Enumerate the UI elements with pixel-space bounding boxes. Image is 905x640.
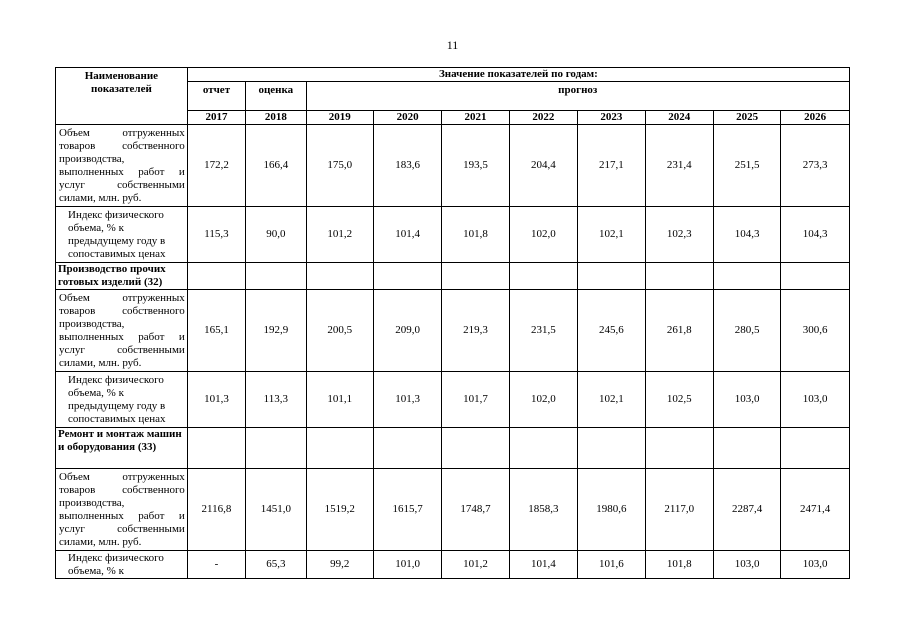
year-header: 2023 — [578, 111, 645, 125]
table-row — [56, 207, 850, 263]
year-header: 2017 — [187, 111, 245, 125]
header-values-title: Значение показателей по годам: — [187, 68, 849, 82]
value-cell: 102,5 — [645, 372, 713, 428]
empty-cell — [509, 263, 577, 290]
table-row — [56, 469, 850, 551]
value-cell: 245,6 — [578, 290, 645, 372]
table-row — [56, 125, 850, 207]
value-cell: 102,1 — [578, 207, 645, 263]
value-cell: 101,8 — [442, 207, 509, 263]
value-cell: 101,6 — [578, 551, 645, 579]
section-title: Производство прочих готовых изделий (32) — [56, 263, 188, 290]
value-cell: 102,0 — [509, 207, 577, 263]
value-cell: 175,0 — [306, 125, 373, 207]
value-cell: 115,3 — [187, 207, 245, 263]
empty-cell — [578, 428, 645, 469]
empty-cell — [442, 263, 509, 290]
value-cell: - — [187, 551, 245, 579]
value-cell: 231,5 — [509, 290, 577, 372]
year-header: 2026 — [781, 111, 850, 125]
header-name: Наименование показателей — [56, 68, 188, 125]
row-label: Объем отгруженных товаров собственного производства, выполненных работ и услуг собственными силами, млн. руб. — [56, 125, 188, 207]
value-cell: 166,4 — [246, 125, 306, 207]
header-report: отчет — [187, 82, 245, 111]
value-cell: 280,5 — [713, 290, 780, 372]
header-estimate: оценка — [246, 82, 306, 111]
value-cell: 104,3 — [713, 207, 780, 263]
value-cell: 1615,7 — [373, 469, 441, 551]
value-cell: 209,0 — [373, 290, 441, 372]
value-cell: 200,5 — [306, 290, 373, 372]
value-cell: 101,1 — [306, 372, 373, 428]
empty-cell — [645, 428, 713, 469]
section-row — [56, 263, 850, 290]
value-cell: 1451,0 — [246, 469, 306, 551]
empty-cell — [306, 263, 373, 290]
value-cell: 101,7 — [442, 372, 509, 428]
value-cell: 101,0 — [373, 551, 441, 579]
year-header: 2018 — [246, 111, 306, 125]
value-cell: 261,8 — [645, 290, 713, 372]
row-label: Индекс физического объема, % к предыдущему году в сопоставимых ценах — [56, 207, 188, 263]
value-cell: 192,9 — [246, 290, 306, 372]
empty-cell — [187, 428, 245, 469]
empty-cell — [645, 263, 713, 290]
value-cell: 104,3 — [781, 207, 850, 263]
value-cell: 101,3 — [373, 372, 441, 428]
value-cell: 231,4 — [645, 125, 713, 207]
header-forecast: прогноз — [306, 82, 850, 111]
value-cell: 183,6 — [373, 125, 441, 207]
empty-cell — [187, 263, 245, 290]
value-cell: 90,0 — [246, 207, 306, 263]
value-cell: 101,2 — [442, 551, 509, 579]
value-cell: 101,4 — [509, 551, 577, 579]
year-header: 2019 — [306, 111, 373, 125]
empty-cell — [442, 428, 509, 469]
value-cell: 101,3 — [187, 372, 245, 428]
empty-cell — [578, 263, 645, 290]
value-cell: 217,1 — [578, 125, 645, 207]
empty-cell — [246, 263, 306, 290]
value-cell: 65,3 — [246, 551, 306, 579]
empty-cell — [373, 263, 441, 290]
empty-cell — [713, 263, 780, 290]
value-cell: 102,0 — [509, 372, 577, 428]
value-cell: 1980,6 — [578, 469, 645, 551]
value-cell: 2471,4 — [781, 469, 850, 551]
section-row — [56, 428, 850, 469]
table-row — [56, 290, 850, 372]
value-cell: 103,0 — [713, 372, 780, 428]
value-cell: 1858,3 — [509, 469, 577, 551]
value-cell: 102,3 — [645, 207, 713, 263]
value-cell: 101,4 — [373, 207, 441, 263]
year-header: 2021 — [442, 111, 509, 125]
value-cell: 251,5 — [713, 125, 780, 207]
value-cell: 204,4 — [509, 125, 577, 207]
row-label: Индекс физического объема, % к — [56, 551, 188, 579]
value-cell: 99,2 — [306, 551, 373, 579]
value-cell: 1519,2 — [306, 469, 373, 551]
page-number: 11 — [446, 38, 459, 52]
value-cell: 165,1 — [187, 290, 245, 372]
value-cell: 102,1 — [578, 372, 645, 428]
empty-cell — [373, 428, 441, 469]
indicators-table — [55, 67, 850, 579]
section-title: Ремонт и монтаж машин и оборудования (33) — [56, 428, 188, 469]
value-cell: 113,3 — [246, 372, 306, 428]
year-header: 2024 — [645, 111, 713, 125]
value-cell: 101,2 — [306, 207, 373, 263]
empty-cell — [781, 263, 850, 290]
table-row — [56, 372, 850, 428]
value-cell: 172,2 — [187, 125, 245, 207]
value-cell: 2287,4 — [713, 469, 780, 551]
year-header: 2020 — [373, 111, 441, 125]
value-cell: 2117,0 — [645, 469, 713, 551]
value-cell: 101,8 — [645, 551, 713, 579]
year-header: 2025 — [713, 111, 780, 125]
year-header: 2022 — [509, 111, 577, 125]
value-cell: 1748,7 — [442, 469, 509, 551]
value-cell: 103,0 — [713, 551, 780, 579]
value-cell: 2116,8 — [187, 469, 245, 551]
row-label: Индекс физического объема, % к предыдущему году в сопоставимых ценах — [56, 372, 188, 428]
row-label: Объем отгруженных товаров собственного производства, выполненных работ и услуг собственными силами, млн. руб. — [56, 469, 188, 551]
empty-cell — [306, 428, 373, 469]
empty-cell — [713, 428, 780, 469]
value-cell: 219,3 — [442, 290, 509, 372]
table-row — [56, 551, 850, 579]
row-label: Объем отгруженных товаров собственного производства, выполненных работ и услуг собственными силами, млн. руб. — [56, 290, 188, 372]
value-cell: 300,6 — [781, 290, 850, 372]
value-cell: 103,0 — [781, 372, 850, 428]
empty-cell — [246, 428, 306, 469]
value-cell: 103,0 — [781, 551, 850, 579]
empty-cell — [781, 428, 850, 469]
value-cell: 193,5 — [442, 125, 509, 207]
empty-cell — [509, 428, 577, 469]
value-cell: 273,3 — [781, 125, 850, 207]
